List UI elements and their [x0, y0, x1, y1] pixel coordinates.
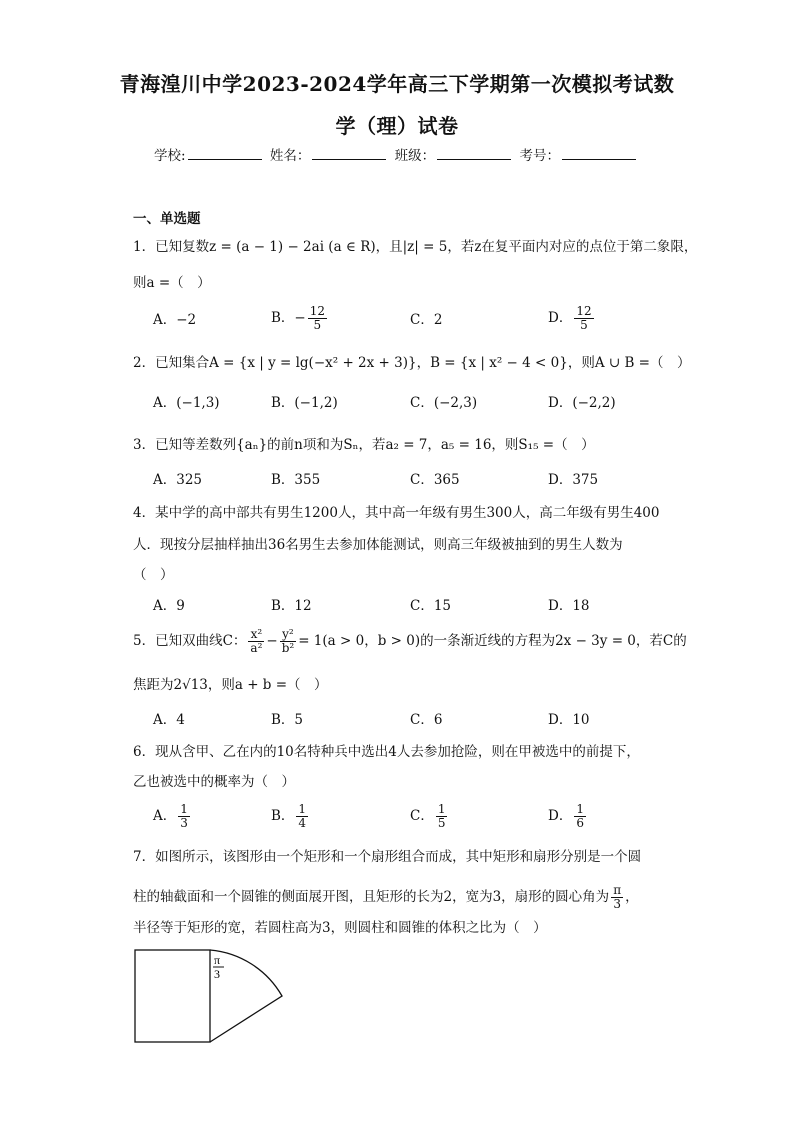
q6-options [153, 803, 673, 833]
q6-option-a: A． $\frac{1}{3}$ [153, 802, 188, 830]
class-label: 班级： [394, 148, 436, 164]
q2-text-line1: 2．已知集合A = {x | y = lg(−x² + 2x + 3)}，B = {x | x² − 4 < 0}，则A ∪ B =（ ） [133, 355, 691, 371]
q4-option-a: A．9 [153, 598, 185, 614]
q4-option-c: C．15 [410, 598, 452, 614]
q7-text-line2: 柱的轴截面和一个圆锥的侧面展开图，且矩形的长为2，宽为3，扇形的圆心角为 $\frac{\pi}{3}$ ， [133, 883, 639, 911]
name-blank [312, 145, 386, 160]
q2-option-b: B．(−1,2) [271, 395, 338, 411]
q1-option-b: B．− $\frac{12}{5}$ [271, 304, 326, 332]
school-blank [188, 145, 262, 160]
q2-options [153, 394, 673, 424]
sector-angle-den: 3 [214, 967, 220, 981]
q4-text-line2: 人．现按分层抽样抽出36名男生去参加体能测试，则高三年级被抽到的男生人数为 [133, 537, 623, 553]
exam-no-label: 考号： [519, 148, 560, 164]
q6-text-line1: 6．现从含甲、乙在内的10名特种兵中选出4人去参加抢险，则在甲被选中的前提下， [133, 744, 640, 760]
q2-option-d: D．(−2,2) [548, 395, 616, 411]
school-label: 学校: [154, 148, 186, 164]
q4-text-line1: 4．某中学的高中部共有男生1200人，其中高一年级有男生300人，高二年级有男生400 [133, 505, 660, 521]
q5-text-line2: 焦距为2√13，则a + b =（ ） [133, 677, 328, 693]
exam-no-blank [562, 145, 636, 160]
q3-option-b: B．355 [271, 472, 321, 488]
q5-option-a: A．4 [153, 712, 185, 728]
q4-option-d: D．18 [548, 598, 590, 614]
q1-text-line1: 1．已知复数z = (a − 1) − 2ai (a ∈ R)，且|z| = 5，若z在复平面内对应的点位于第二象限， [133, 239, 698, 255]
q2-option-c: C．(−2,3) [410, 395, 478, 411]
q1-option-d: D． $\frac{12}{5}$ [548, 304, 592, 332]
q7-text-line1: 7．如图所示，该图形由一个矩形和一个扇形组合而成，其中矩形和扇形分别是一个圆 [133, 849, 642, 865]
q1-options [153, 305, 673, 335]
section-title: 一、单选题 [133, 211, 201, 227]
q6-option-d: D． $\frac{1}{6}$ [548, 802, 584, 830]
q3-text-line1: 3．已知等差数列{aₙ}的前n项和为Sₙ，若a₂ = 7，a₅ = 16，则S₁₅ =（ ） [133, 437, 595, 453]
class-blank [437, 145, 511, 160]
q4-option-b: B．12 [271, 598, 312, 614]
q6-option-c: C． $\frac{1}{5}$ [410, 802, 446, 830]
q1-option-a: A．−2 [153, 312, 197, 328]
q4-options [153, 597, 673, 627]
q3-option-c: C．365 [410, 472, 460, 488]
q3-options [153, 471, 673, 501]
q5-options [153, 711, 673, 741]
q7-text-line3: 半径等于矩形的宽，若圆柱高为3，则圆柱和圆锥的体积之比为（ ） [133, 920, 547, 936]
sector-angle-num: π [214, 953, 221, 967]
q3-option-d: D．375 [548, 472, 599, 488]
page-title: 青海湟川中学2023-2024学年高三下学期第一次模拟考试数 [119, 72, 675, 96]
rectangle [135, 950, 210, 1042]
q7-figure [128, 944, 298, 1048]
name-label: 姓名： [269, 148, 311, 164]
q3-option-a: A．325 [153, 472, 203, 488]
q4-text-line3: （ ） [133, 567, 174, 583]
q5-option-c: C．6 [410, 712, 443, 728]
q5-text-line1: 5．已知双曲线C： $\frac{\text{x²}}{\text{a²}}$ − $\frac{\text{y²}}{\text{b²}}$ = 1(a > 0，b > 0)的一条渐近线的方程为2x − 3y = 0，若C的 [133, 627, 687, 655]
page-title-line2: 学（理）试卷 [335, 114, 459, 138]
student-info-line [0, 144, 794, 164]
sector [210, 950, 282, 1042]
q5-option-d: D．10 [548, 712, 590, 728]
q1-text-line2: 则a =（ ） [133, 275, 211, 291]
q6-option-b: B． $\frac{1}{4}$ [271, 802, 307, 830]
q1-option-c: C．2 [410, 312, 443, 328]
q2-option-a: A．(−1,3) [153, 395, 220, 411]
q6-text-line2: 乙也被选中的概率为（ ） [133, 774, 295, 790]
q5-option-b: B．5 [271, 712, 304, 728]
